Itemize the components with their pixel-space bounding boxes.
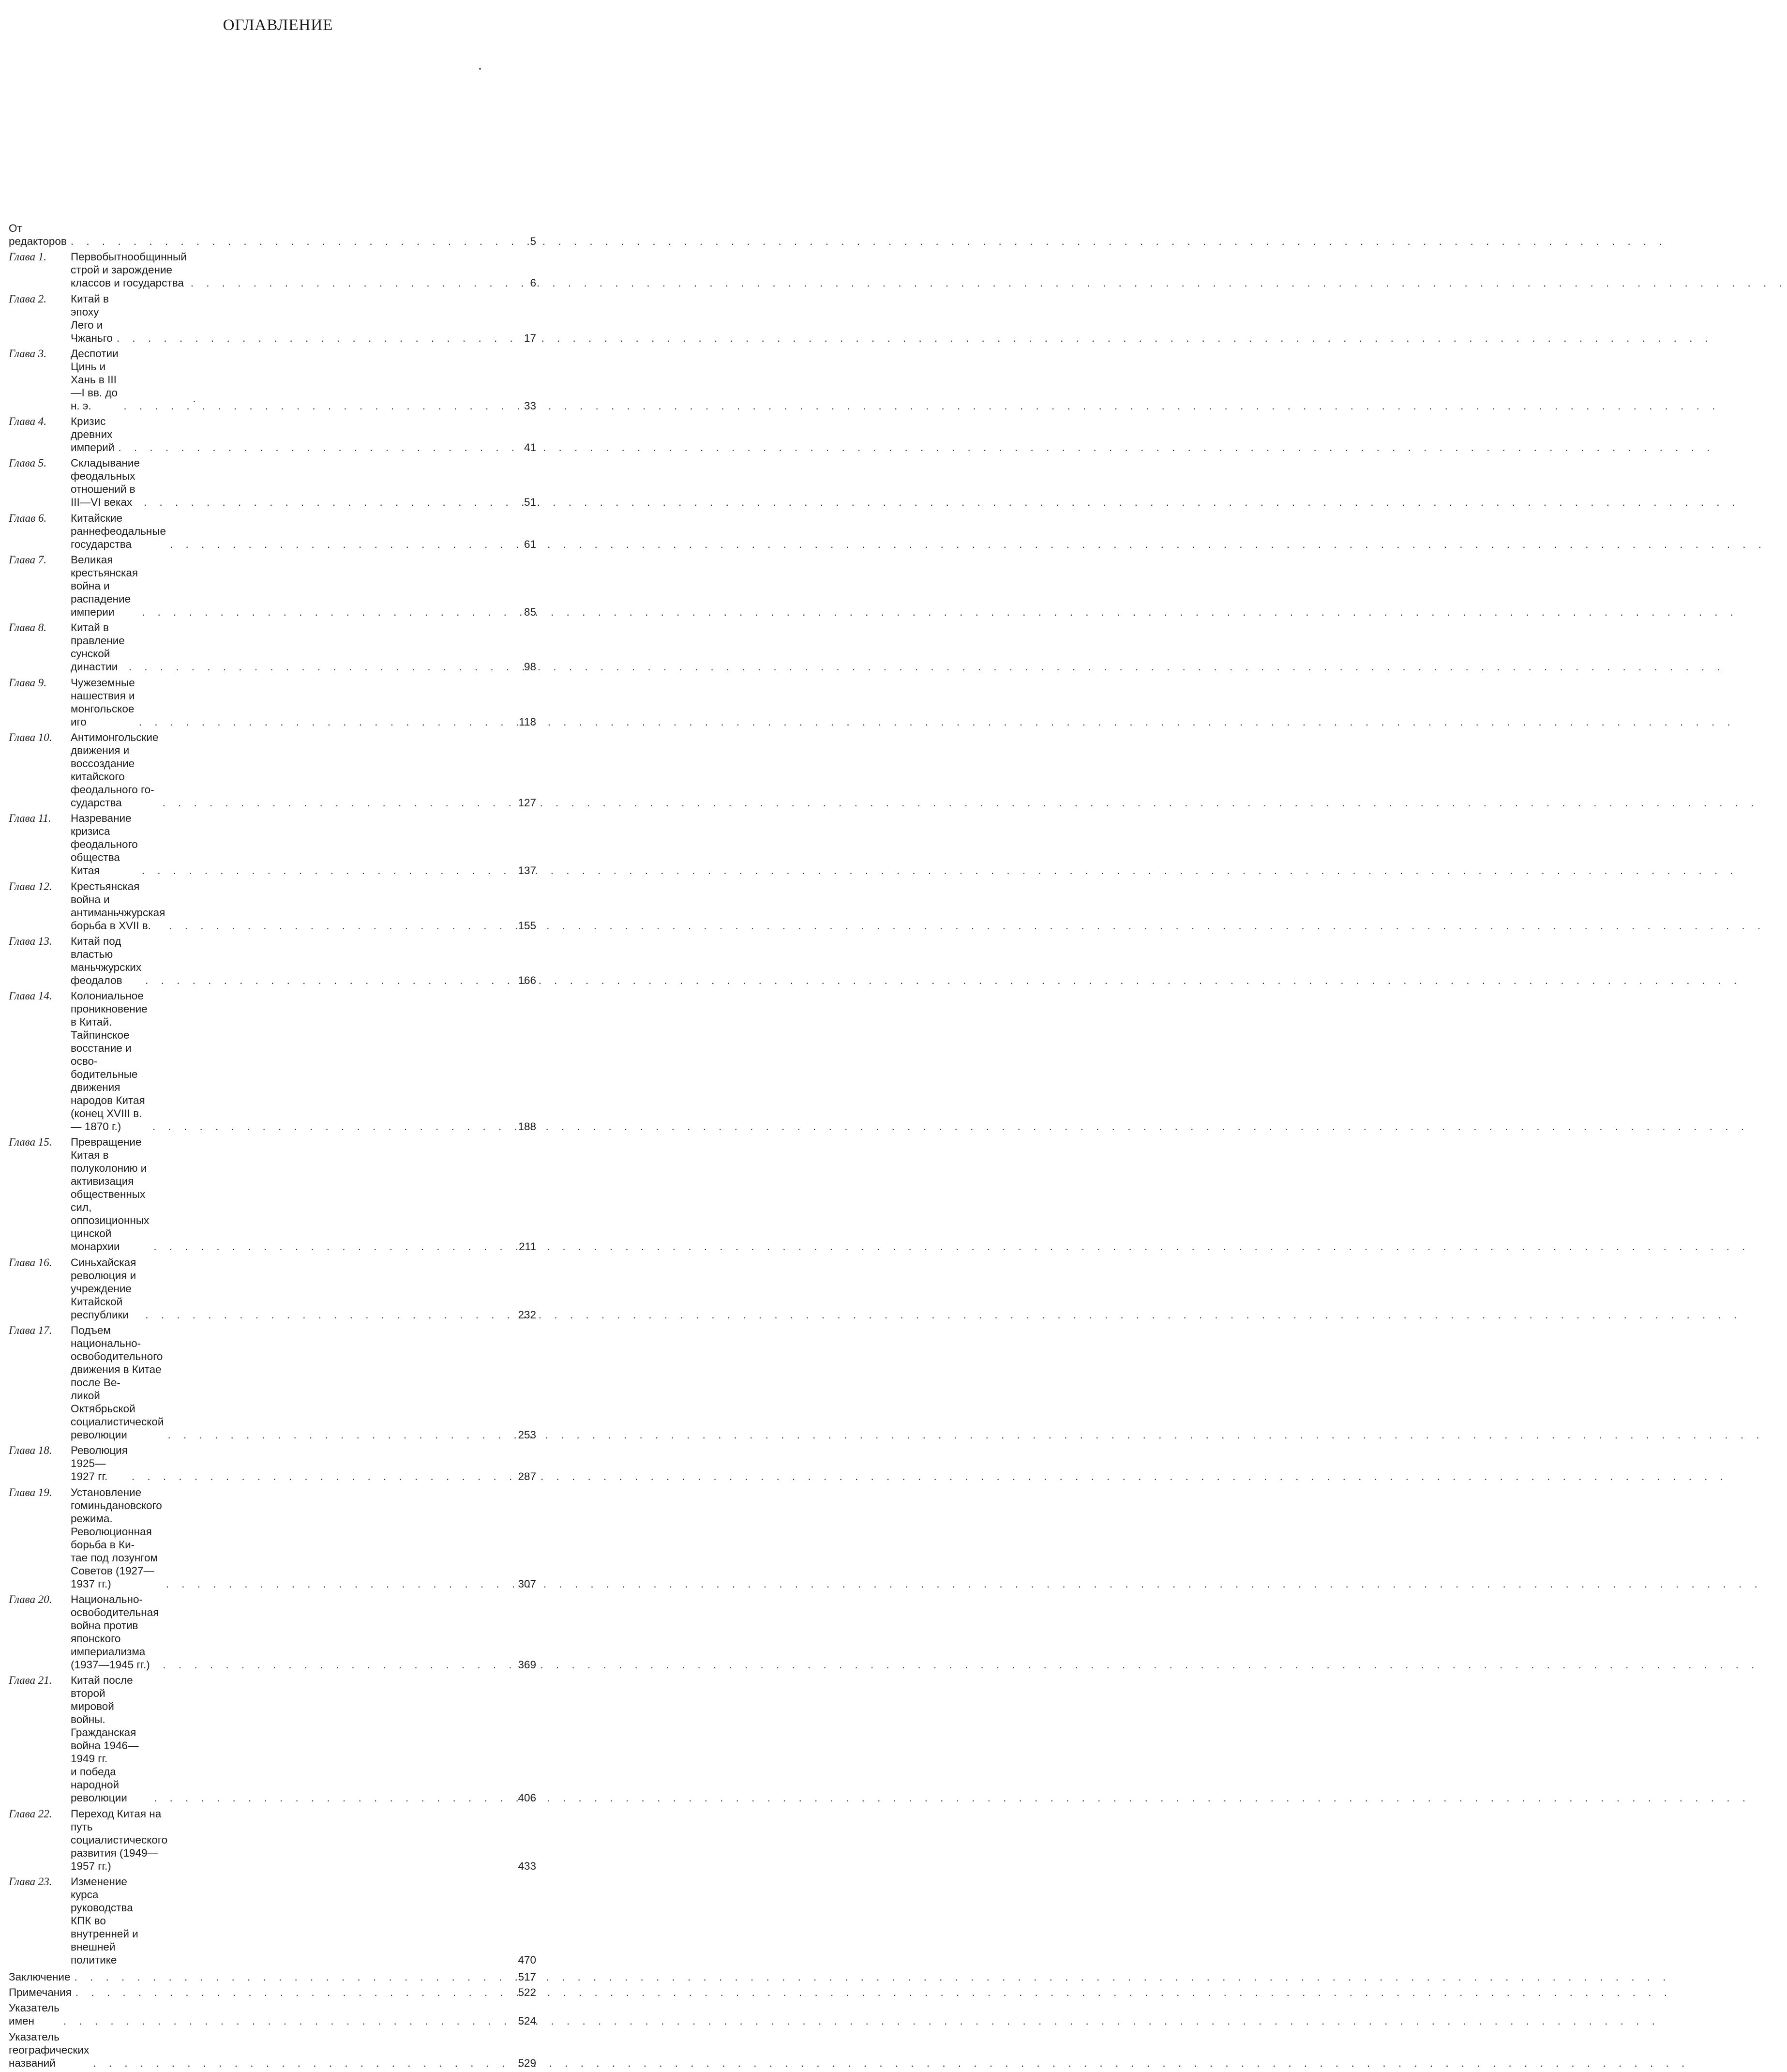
toc-entry bbox=[9, 553, 536, 619]
entry-title bbox=[71, 1593, 159, 1671]
entry-title-line: Китайские раннефеодальные государства bbox=[71, 512, 166, 550]
entry-body bbox=[9, 2001, 536, 2027]
chapter-label: Глава 3. bbox=[9, 347, 46, 360]
toc-entry bbox=[9, 1324, 536, 1441]
entry-title-line: бодительные движения народов Китая (конец XVIII в. — 1870 г.) bbox=[71, 1068, 145, 1133]
page-number: 6 bbox=[530, 277, 536, 289]
entry-title bbox=[71, 880, 165, 932]
toc-entry bbox=[9, 1674, 536, 1804]
entry-body bbox=[71, 621, 536, 673]
entry-title-line: Национально-освободительная война против японского империализма bbox=[71, 1593, 159, 1658]
dot-leader bbox=[113, 332, 505, 345]
chapter-label: Глава 7. bbox=[9, 554, 46, 566]
entry-title bbox=[71, 1807, 167, 1873]
entry-title-line: (1937—1945 гг.) bbox=[71, 1658, 150, 1671]
entry-title-line: Великая крестьянская война и распадение империи bbox=[71, 554, 138, 619]
dot-leader bbox=[89, 2057, 505, 2070]
toc-entry bbox=[9, 1875, 536, 1966]
page-number: 41 bbox=[524, 441, 536, 454]
entry-body bbox=[71, 1324, 536, 1441]
entry-title-line: Китай после второй мировой войны. Гражданская война 1946—1949 гг. bbox=[71, 1674, 139, 1765]
chapter-label: Глава 13. bbox=[9, 935, 52, 947]
dot-leader bbox=[72, 1986, 505, 1999]
entry-title-line: Указатель географических названий bbox=[9, 2030, 90, 2069]
entry-title-line: Подъем национально-освободительного движения в Китае после Ве- bbox=[71, 1324, 163, 1389]
dot-leader bbox=[141, 1308, 505, 1321]
entry-title-line: Китай в эпоху Лего и Чжаньго bbox=[71, 292, 113, 344]
chapter-label: Глава 21. bbox=[9, 1674, 52, 1687]
chapter-label: Глава 5. bbox=[9, 457, 46, 469]
entry-title bbox=[71, 347, 120, 412]
toc-entry bbox=[9, 2030, 536, 2070]
toc-entry bbox=[9, 1807, 536, 1873]
toc-entry bbox=[9, 512, 536, 551]
page-number: 166 bbox=[518, 974, 536, 986]
dot-leader bbox=[150, 1791, 505, 1804]
entry-body bbox=[71, 456, 536, 509]
chapter-label: Глава 15. bbox=[9, 1136, 52, 1149]
chapter-label: Глава 10. bbox=[9, 731, 52, 743]
toc-entry bbox=[9, 731, 536, 809]
entry-title-line: Складывание феодальных отношений в III—VI веках bbox=[71, 457, 140, 509]
chapter-label: Глава 2. bbox=[9, 292, 46, 305]
entry-title-line: Установление гоминьдановского режима. Революционная борьба в Ки- bbox=[71, 1486, 162, 1551]
entry-title bbox=[71, 1256, 141, 1321]
entry-title-line: оппозиционных цинской монархии bbox=[71, 1214, 150, 1253]
toc-entry bbox=[9, 2001, 536, 2027]
entry-title bbox=[71, 676, 135, 728]
entry-body bbox=[9, 1970, 536, 1983]
entry-body bbox=[71, 415, 536, 454]
toc-entry bbox=[9, 1486, 536, 1590]
chapter-label: Глава 9. bbox=[9, 676, 46, 689]
page-number: 118 bbox=[519, 715, 536, 728]
entry-title-line: От редакторов bbox=[9, 222, 67, 247]
toc-entry bbox=[9, 1256, 536, 1321]
dot-leader bbox=[67, 235, 505, 248]
dot-leader bbox=[135, 715, 505, 728]
toc-entry bbox=[9, 989, 536, 1133]
page-number: 406 bbox=[518, 1792, 536, 1804]
chapter-label: Глава 14. bbox=[9, 990, 52, 1002]
toc-entry bbox=[9, 415, 536, 454]
entry-title bbox=[71, 1674, 150, 1804]
entry-title bbox=[71, 512, 166, 551]
dot-leader bbox=[125, 660, 505, 673]
page-number: 85 bbox=[524, 606, 536, 619]
entry-body bbox=[71, 347, 536, 412]
page-number: 5 bbox=[530, 235, 536, 247]
toc-entry bbox=[9, 812, 536, 877]
page-number: 253 bbox=[518, 1429, 536, 1441]
toc-entry bbox=[9, 880, 536, 932]
page-number: 470 bbox=[518, 1953, 536, 1966]
entry-body bbox=[71, 1807, 536, 1873]
entry-body bbox=[71, 512, 536, 551]
page-number: 33 bbox=[524, 399, 536, 412]
toc-entry bbox=[9, 347, 536, 412]
page-number: 307 bbox=[518, 1577, 536, 1590]
toc-entry bbox=[9, 222, 536, 248]
chapter-label: Глава 17. bbox=[9, 1324, 52, 1337]
toc-entry bbox=[9, 250, 536, 289]
dot-leader bbox=[164, 1428, 505, 1441]
toc-entry bbox=[9, 1970, 536, 1983]
entry-title bbox=[71, 731, 158, 809]
dot-leader bbox=[158, 796, 505, 809]
entry-body bbox=[71, 880, 536, 932]
page-number: 211 bbox=[519, 1240, 536, 1253]
chapter-label: Глава 22. bbox=[9, 1807, 52, 1820]
entry-title-line: Назревание кризиса феодального общества Китая bbox=[71, 812, 138, 877]
entry-title-line: Синьхайская революция и учреждение Китайской республики bbox=[71, 1256, 136, 1321]
entry-title bbox=[71, 250, 187, 289]
entry-body bbox=[71, 292, 536, 345]
entry-body bbox=[71, 1593, 536, 1671]
entry-title-line: Изменение курса руководства КПК во внутренней и внешней политике bbox=[71, 1875, 138, 1966]
page-title: ОГЛАВЛЕНИЕ bbox=[223, 16, 333, 34]
toc-entry bbox=[9, 1593, 536, 1671]
chapter-label: Глава 1. bbox=[9, 251, 46, 263]
entry-title bbox=[71, 989, 149, 1133]
page-number: 137 bbox=[518, 864, 536, 877]
entry-title bbox=[9, 2001, 60, 2027]
dot-leader bbox=[138, 864, 505, 877]
entry-body bbox=[9, 1986, 536, 1999]
dot-leader bbox=[165, 919, 505, 932]
entry-title-line: Революция 1925—1927 гг. bbox=[71, 1444, 128, 1483]
chapter-label: Глава 4. bbox=[9, 415, 46, 428]
entry-body bbox=[71, 1256, 536, 1321]
entry-title bbox=[71, 621, 125, 673]
entry-body bbox=[71, 676, 536, 728]
page-number: 188 bbox=[518, 1120, 536, 1133]
entry-title-line: сударства bbox=[71, 796, 122, 809]
entry-title-line: Антимонгольские движения и воссоздание китайского феодального го- bbox=[71, 731, 159, 796]
chapter-label: Глава 20. bbox=[9, 1593, 52, 1605]
entry-title-line: Кризис древних империй bbox=[71, 415, 115, 454]
entry-title bbox=[71, 1324, 164, 1441]
dot-leader bbox=[162, 1577, 505, 1590]
chapter-label: Глава 19. bbox=[9, 1486, 52, 1498]
entry-body bbox=[71, 989, 536, 1133]
page-number: 98 bbox=[524, 661, 536, 673]
entry-title-line: Первобытнообщинный строй и зарождение классов и государства bbox=[71, 251, 187, 289]
dot-leader bbox=[150, 1240, 505, 1253]
dot-leader bbox=[120, 399, 505, 412]
entry-title-line: Китай в правление сунской династии bbox=[71, 621, 125, 673]
entry-title bbox=[9, 1970, 70, 1983]
page-number: 529 bbox=[518, 2057, 536, 2069]
entry-title bbox=[71, 1444, 128, 1483]
chapter-label: Глаав 6. bbox=[9, 512, 47, 524]
page-number: 155 bbox=[518, 919, 536, 932]
entry-body bbox=[71, 250, 536, 289]
entry-title bbox=[9, 2030, 89, 2070]
entry-title-line: Заключение bbox=[9, 1970, 71, 1983]
toc-entry bbox=[9, 676, 536, 728]
chapter-label: Глава 23. bbox=[9, 1875, 52, 1888]
page-number: 524 bbox=[518, 2015, 536, 2027]
entry-title-line: Чужеземные нашествия и монгольское иго bbox=[71, 676, 135, 728]
entry-title-line: Колониальное проникновение в Китай. Тайпинское восстание и осво- bbox=[71, 990, 148, 1068]
dot-leader bbox=[141, 974, 505, 987]
entry-title bbox=[71, 1486, 162, 1590]
entry-title-line: тае под лозунгом Советов (1927—1937 гг.) bbox=[71, 1551, 158, 1590]
entry-title-line: Крестьянская война и антиманьчжурская борьба в XVII в. bbox=[71, 880, 165, 932]
entry-title bbox=[9, 222, 67, 248]
toc-entry bbox=[9, 456, 536, 509]
entry-body bbox=[9, 222, 536, 248]
page-number: 17 bbox=[524, 332, 536, 344]
page-number: 517 bbox=[518, 1970, 536, 1983]
page-number: 522 bbox=[518, 1986, 536, 1999]
entry-title bbox=[71, 415, 114, 454]
table-of-contents bbox=[9, 222, 536, 2072]
page-number: 51 bbox=[524, 496, 536, 509]
entry-body bbox=[71, 731, 536, 809]
page-number: 61 bbox=[524, 538, 536, 550]
toc-entry bbox=[9, 1986, 536, 1999]
entry-title-line: Указатель имен bbox=[9, 2002, 60, 2027]
toc-entry bbox=[9, 1444, 536, 1483]
entry-title-line: Превращение Китая в полуколонию и активизация общественных сил, bbox=[71, 1136, 147, 1214]
page-number: 287 bbox=[518, 1470, 536, 1483]
toc-entry bbox=[9, 292, 536, 345]
entry-title-line: Примечания bbox=[9, 1986, 72, 1999]
dot-leader bbox=[166, 538, 505, 551]
page-number: 127 bbox=[518, 796, 536, 809]
entry-title bbox=[71, 935, 141, 987]
entry-body bbox=[71, 935, 536, 987]
chapter-label: Глава 16. bbox=[9, 1256, 52, 1269]
chapter-label: Глава 18. bbox=[9, 1444, 52, 1457]
entry-body bbox=[71, 812, 536, 877]
chapter-label: Глава 11. bbox=[9, 812, 51, 825]
dot-leader bbox=[149, 1120, 505, 1133]
entry-body bbox=[71, 1486, 536, 1590]
entry-body bbox=[71, 553, 536, 619]
entry-body bbox=[71, 1875, 536, 1966]
entry-body bbox=[71, 1135, 536, 1253]
entry-title bbox=[9, 1986, 72, 1999]
entry-body bbox=[71, 1674, 536, 1804]
entry-title-line: Переход Китая на путь социалистического развития (1949—1957 гг.) bbox=[71, 1807, 168, 1872]
toc-entry bbox=[9, 621, 536, 673]
dot-leader bbox=[140, 496, 505, 509]
entry-title bbox=[71, 812, 138, 877]
dot-leader bbox=[187, 276, 505, 289]
entry-title-line: и победа народной революции bbox=[71, 1766, 127, 1804]
dot-leader bbox=[138, 605, 505, 619]
toc-entry bbox=[9, 1135, 536, 1253]
dot-leader bbox=[114, 441, 505, 454]
entry-title bbox=[71, 292, 113, 345]
dot-leader bbox=[60, 2014, 505, 2027]
entry-body bbox=[71, 1444, 536, 1483]
chapter-label: Глава 8. bbox=[9, 621, 46, 634]
dot-leader bbox=[70, 1970, 505, 1983]
page-number: 232 bbox=[518, 1308, 536, 1321]
entry-title bbox=[71, 456, 140, 509]
page-number: 369 bbox=[518, 1658, 536, 1671]
entry-title bbox=[71, 1875, 150, 1966]
entry-body bbox=[9, 2030, 536, 2070]
page-number: 433 bbox=[518, 1860, 536, 1872]
entry-title-line: Деспотии Цинь и Хань в III—I вв. до н. э. bbox=[71, 347, 119, 412]
entry-title-line: ликой Октябрьской социалистической революции bbox=[71, 1390, 164, 1441]
entry-title bbox=[71, 553, 138, 619]
dot-leader bbox=[128, 1470, 505, 1483]
dot-leader bbox=[159, 1658, 505, 1671]
chapter-label: Глава 12. bbox=[9, 880, 52, 892]
toc-entry bbox=[9, 935, 536, 987]
print-speck bbox=[479, 68, 481, 70]
entry-title-line: Китай под властью маньчжурских феодалов bbox=[71, 935, 142, 986]
entry-title bbox=[71, 1135, 150, 1253]
